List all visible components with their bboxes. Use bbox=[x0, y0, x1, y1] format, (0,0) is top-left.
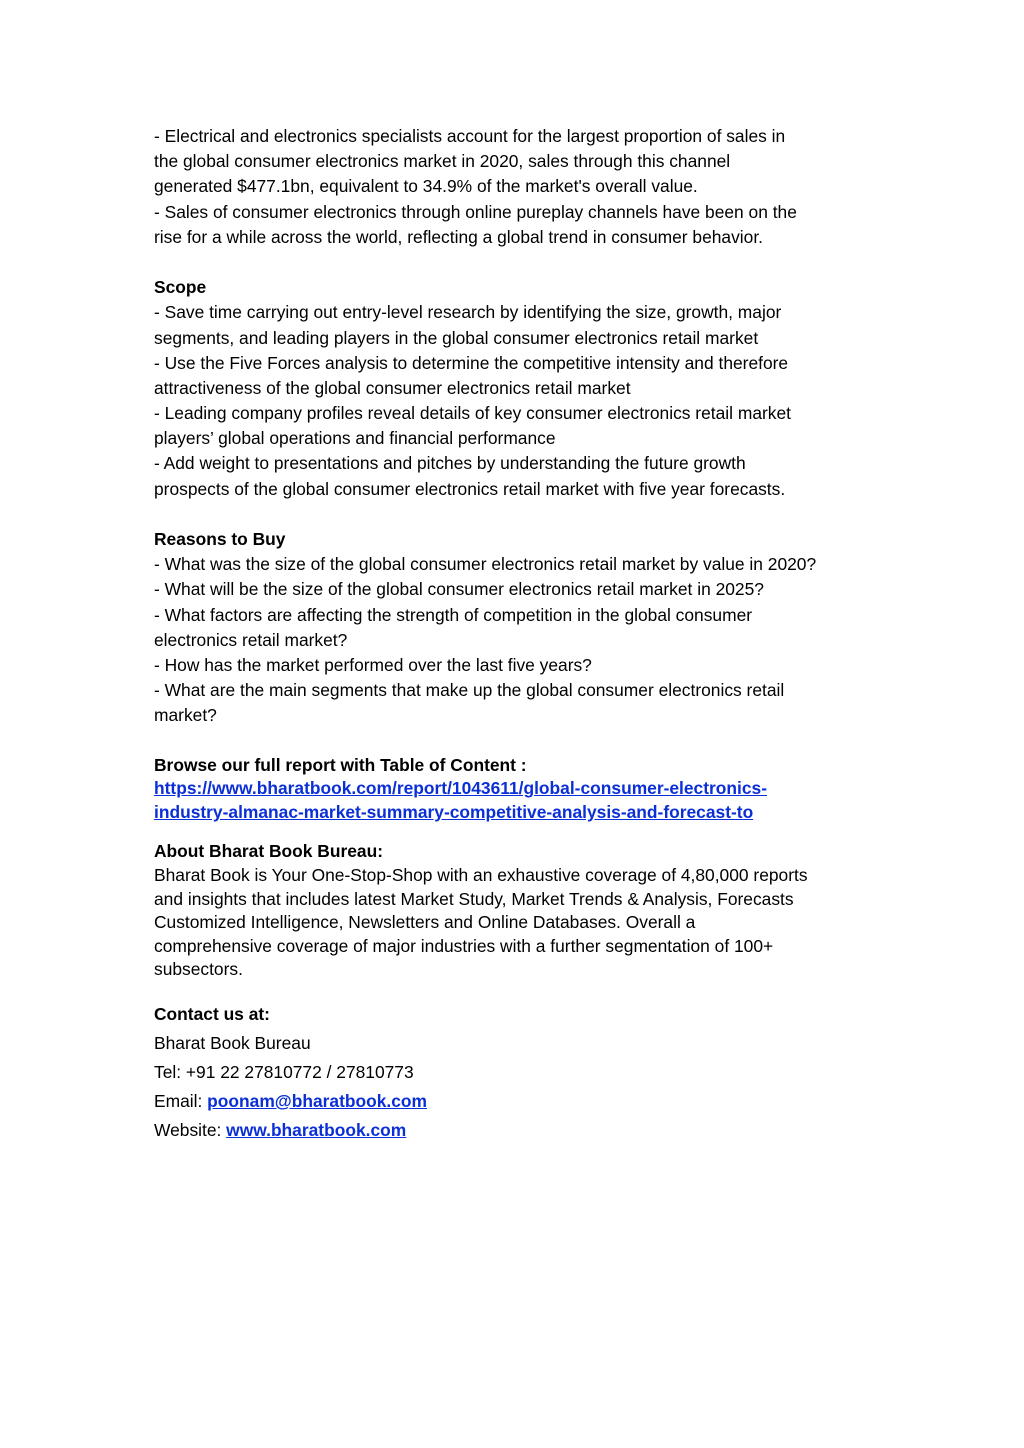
reasons-line: electronics retail market? bbox=[154, 629, 348, 650]
scope-line: - Add weight to presentations and pitches by understanding the future growth bbox=[154, 453, 746, 474]
spacer bbox=[154, 502, 884, 527]
about-heading: About Bharat Book Bureau: bbox=[154, 841, 383, 862]
browse-section bbox=[154, 754, 884, 825]
contact-company: Bharat Book Bureau bbox=[154, 1033, 311, 1054]
spacer bbox=[154, 982, 884, 1000]
report-link[interactable]: https://www.bharatbook.com/report/1043611/global-consumer-electronics- bbox=[154, 778, 768, 799]
website-link[interactable]: www.bharatbook.com bbox=[226, 1120, 407, 1141]
about-line: Customized Intelligence, Newsletters and Online Databases. Overall a bbox=[154, 912, 696, 933]
scope-section bbox=[154, 275, 884, 502]
document-page bbox=[154, 124, 884, 1145]
reasons-line: - How has the market performed over the last five years? bbox=[154, 654, 592, 675]
contact-section bbox=[154, 1000, 884, 1145]
scope-heading: Scope bbox=[154, 277, 207, 298]
intro-line: - Sales of consumer electronics through online pureplay channels have been on the bbox=[154, 201, 797, 222]
scope-line: segments, and leading players in the global consumer electronics retail market bbox=[154, 327, 759, 348]
intro-line: rise for a while across the world, reflecting a global trend in consumer behavior. bbox=[154, 226, 763, 247]
contact-website-row bbox=[154, 1116, 884, 1145]
website-label: Website: bbox=[154, 1120, 227, 1141]
spacer bbox=[154, 824, 884, 840]
reasons-line: - What will be the size of the global consumer electronics retail market in 2025? bbox=[154, 579, 764, 600]
scope-line: - Use the Five Forces analysis to determine the competitive intensity and therefore bbox=[154, 352, 789, 373]
about-section bbox=[154, 840, 884, 982]
about-line: subsectors. bbox=[154, 959, 243, 980]
reasons-line: - What was the size of the global consumer electronics retail market by value in 2020? bbox=[154, 554, 817, 575]
spacer bbox=[154, 729, 884, 754]
email-link[interactable]: poonam@bharatbook.com bbox=[207, 1091, 428, 1112]
scope-line: players’ global operations and financial performance bbox=[154, 428, 556, 449]
about-line: and insights that includes latest Market Study, Market Trends & Analysis, Forecasts bbox=[154, 888, 794, 909]
reasons-line: - What are the main segments that make up the global consumer electronics retail bbox=[154, 680, 785, 701]
contact-heading: Contact us at: bbox=[154, 1004, 270, 1025]
intro-line: the global consumer electronics market in 2020, sales through this channel bbox=[154, 151, 731, 172]
intro-line: - Electrical and electronics specialists account for the largest proportion of sales in bbox=[154, 126, 786, 146]
reasons-section bbox=[154, 527, 884, 729]
contact-email-row bbox=[154, 1087, 884, 1116]
scope-line: - Save time carrying out entry-level research by identifying the size, growth, major bbox=[154, 302, 782, 323]
reasons-line: market? bbox=[154, 705, 217, 726]
browse-heading: Browse our full report with Table of Content : bbox=[154, 754, 527, 775]
scope-line: prospects of the global consumer electronics retail market with five year forecasts. bbox=[154, 478, 786, 499]
scope-line: - Leading company profiles reveal details of key consumer electronics retail market bbox=[154, 403, 791, 424]
report-link-continued[interactable]: industry-almanac-market-summary-competitive-analysis-and-forecast-to bbox=[154, 801, 754, 822]
intro-line: generated $477.1bn, equivalent to 34.9% of the market's overall value. bbox=[154, 176, 698, 197]
reasons-heading: Reasons to Buy bbox=[154, 529, 286, 549]
contact-tel: Tel: +91 22 27810772 / 27810773 bbox=[154, 1062, 414, 1083]
spacer bbox=[154, 250, 884, 275]
about-line: Bharat Book is Your One-Stop-Shop with an exhaustive coverage of 4,80,000 reports bbox=[154, 865, 808, 886]
intro-section bbox=[154, 124, 884, 250]
scope-line: attractiveness of the global consumer electronics retail market bbox=[154, 377, 631, 398]
reasons-line: - What factors are affecting the strength of competition in the global consumer bbox=[154, 604, 753, 625]
email-label: Email: bbox=[154, 1091, 208, 1112]
about-line: comprehensive coverage of major industries with a further segmentation of 100+ bbox=[154, 935, 774, 956]
